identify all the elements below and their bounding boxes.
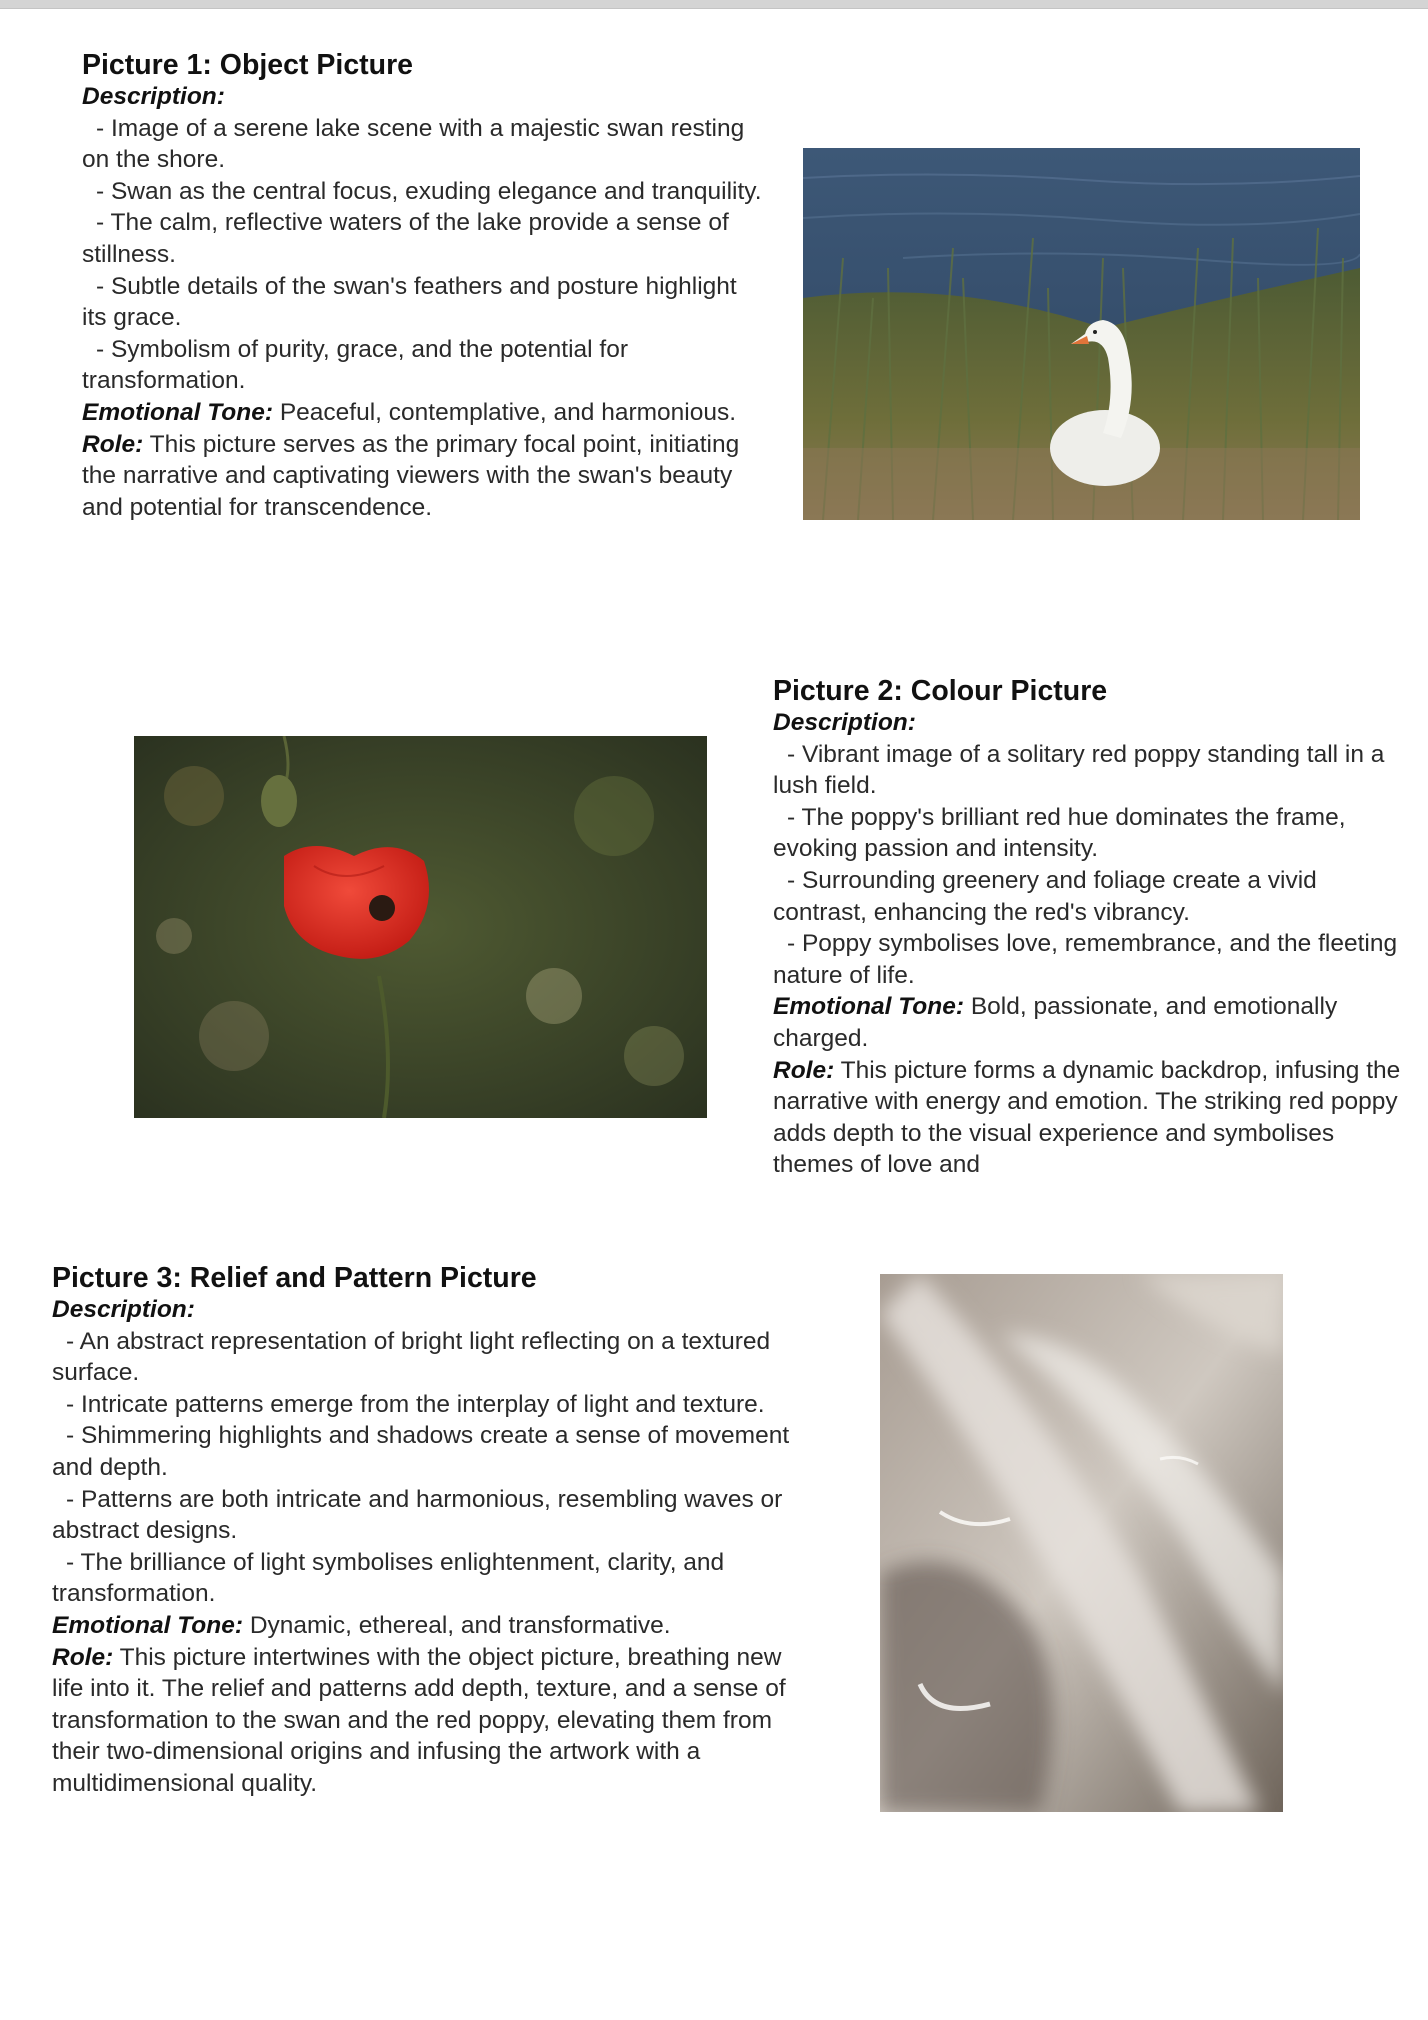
picture-3-emotional-tone-text: Dynamic, ethereal, and transformative.	[249, 1611, 671, 1639]
picture-2-bullets	[773, 739, 1403, 992]
picture-1-bullet: - Subtle details of the swan's feathers and posture highlight its grace.	[82, 272, 737, 332]
picture-2-bullet: - The poppy's brilliant red hue dominates the frame, evoking passion and intensity.	[773, 803, 1346, 863]
swan-photo	[803, 148, 1360, 520]
role-label: Role:	[82, 430, 144, 458]
picture-1-role	[82, 429, 762, 524]
picture-2-emotional-tone	[773, 991, 1403, 1054]
emotional-tone-label: Emotional Tone:	[773, 993, 964, 1021]
role-label: Role:	[773, 1056, 835, 1084]
picture-2-bullet: - Vibrant image of a solitary red poppy standing tall in a lush field.	[773, 740, 1385, 800]
picture-3-bullet: - An abstract representation of bright light reflecting on a textured surface.	[52, 1327, 771, 1387]
picture-3-bullet: - Patterns are both intricate and harmonious, resembling waves or abstract designs.	[52, 1485, 783, 1545]
picture-1-title: Picture 1: Object Picture	[82, 49, 414, 81]
picture-3-role	[52, 1642, 792, 1800]
picture-3-bullet: - Shimmering highlights and shadows create a sense of movement and depth.	[52, 1422, 790, 1481]
picture-3-section	[52, 1262, 792, 1800]
picture-2-title: Picture 2: Colour Picture	[773, 675, 1108, 707]
picture-1-emotional-tone	[82, 397, 762, 429]
role-label: Role:	[52, 1643, 114, 1671]
picture-2-section	[773, 675, 1403, 1181]
picture-1-description-label: Description:	[82, 83, 225, 110]
picture-1-bullet: - Symbolism of purity, grace, and the potential for transformation.	[82, 335, 628, 395]
emotional-tone-label: Emotional Tone:	[82, 398, 273, 426]
picture-3-description-label: Description:	[52, 1296, 195, 1323]
picture-1-section	[82, 49, 762, 523]
picture-2-role-text: This picture forms a dynamic backdrop, infusing the narrative with energy and emotion. The striking red poppy adds depth to the visual experience and symbolises themes of love and	[773, 1056, 1401, 1179]
picture-3-title: Picture 3: Relief and Pattern Picture	[52, 1262, 537, 1294]
poppy-photo	[134, 736, 707, 1118]
picture-1-bullet: - Swan as the central focus, exuding elegance and tranquility.	[96, 177, 762, 205]
picture-3-emotional-tone	[52, 1610, 792, 1642]
viewer-top-bar	[0, 0, 1428, 9]
picture-2-bullet: - Poppy symbolises love, remembrance, and the fleeting nature of life.	[773, 930, 1398, 989]
picture-3-role-text: This picture intertwines with the object picture, breathing new life into it. The relief and patterns add depth, texture, and a sense of transformation to the swan and the red poppy, elevating them from their two-dimensional origins and infusing the artwork with a multidimensional quality.	[52, 1643, 786, 1797]
picture-3-bullets	[52, 1326, 792, 1610]
picture-3-bullet: - Intricate patterns emerge from the interplay of light and texture.	[66, 1390, 765, 1418]
picture-1-bullet: - Image of a serene lake scene with a majestic swan resting on the shore.	[82, 114, 745, 174]
picture-2-emotional-tone-text: Bold, passionate, and emotionally charged.	[773, 993, 1338, 1052]
picture-3-bullet: - The brilliance of light symbolises enlightenment, clarity, and transformation.	[52, 1548, 725, 1608]
picture-2-bullet: - Surrounding greenery and foliage create a vivid contrast, enhancing the red's vibrancy.	[773, 866, 1317, 926]
emotional-tone-label: Emotional Tone:	[52, 1611, 243, 1639]
abstract-light-photo	[880, 1274, 1283, 1812]
picture-2-description-label: Description:	[773, 709, 916, 736]
picture-1-emotional-tone-text: Peaceful, contemplative, and harmonious.	[279, 398, 737, 426]
picture-1-bullet: - The calm, reflective waters of the lake provide a sense of stillness.	[82, 209, 729, 268]
picture-1-role-text: This picture serves as the primary focal point, initiating the narrative and captivating viewers with the swan's beauty and potential for transcendence.	[82, 430, 740, 521]
document-page	[0, 9, 1428, 2020]
picture-1-bullets	[82, 113, 762, 397]
picture-2-role	[773, 1055, 1403, 1181]
